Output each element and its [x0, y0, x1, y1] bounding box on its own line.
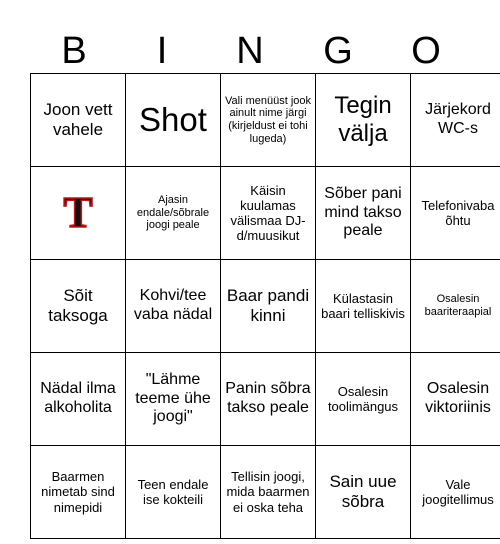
header-letter-o: O [411, 30, 441, 72]
bingo-cell[interactable]: Telefonivaba õhtu [411, 167, 500, 260]
bingo-cell[interactable]: Vale joogitellimus [411, 446, 500, 539]
bingo-cell[interactable]: Baarmen nimetab sind nimepidi [31, 446, 126, 539]
bingo-cell[interactable]: Sõber pani mind takso peale [316, 167, 411, 260]
bingo-cell[interactable]: Kohvi/tee vaba nädal [126, 260, 221, 353]
header-letter-g: G [323, 30, 353, 72]
free-space-logo: T [63, 188, 93, 238]
header-letter-b: B [61, 30, 87, 72]
board-row [31, 446, 500, 539]
bingo-cell[interactable]: Tellisin joogi, mida baarmen ei oska teha [221, 446, 316, 539]
bingo-header [30, 28, 470, 74]
bingo-cell[interactable]: Nädal ilma alkoholita [31, 353, 126, 446]
bingo-cell[interactable]: Järjekord WC-s [411, 74, 500, 167]
board-row [31, 353, 500, 446]
board-row [31, 74, 500, 167]
bingo-cell[interactable]: Baar pandi kinni [221, 260, 316, 353]
bingo-cell[interactable]: Ajasin endale/sõbrale joogi peale [126, 167, 221, 260]
bingo-cell[interactable]: Vali menüüst jook ainult nime järgi (kirjeldust ei tohi lugeda) [221, 74, 316, 167]
bingo-cell[interactable]: "Lähme teeme ühe joogi" [126, 353, 221, 446]
bingo-cell[interactable]: Osalesin toolimängus [316, 353, 411, 446]
bingo-cell[interactable]: Tegin välja [316, 74, 411, 167]
bingo-cell[interactable]: Panin sõbra takso peale [221, 353, 316, 446]
bingo-cell[interactable]: Shot [126, 74, 221, 167]
free-space-cell[interactable] [31, 167, 126, 260]
bingo-board [30, 73, 500, 539]
bingo-cell[interactable]: Käisin kuulamas välismaa DJ-d/muusikut [221, 167, 316, 260]
bingo-cell[interactable]: Sain uue sõbra [316, 446, 411, 539]
bingo-cell[interactable]: Osalesin viktoriinis [411, 353, 500, 446]
bingo-cell[interactable]: Külastasin baari telliskivis [316, 260, 411, 353]
bingo-cell[interactable]: Osalesin baariteraapial [411, 260, 500, 353]
board-row [31, 260, 500, 353]
bingo-cell[interactable]: Joon vett vahele [31, 74, 126, 167]
bingo-cell[interactable]: Sõit taksoga [31, 260, 126, 353]
header-letter-n: N [236, 30, 264, 72]
header-letter-i: I [156, 30, 168, 72]
bingo-cell[interactable]: Teen endale ise kokteili [126, 446, 221, 539]
board-row [31, 167, 500, 260]
